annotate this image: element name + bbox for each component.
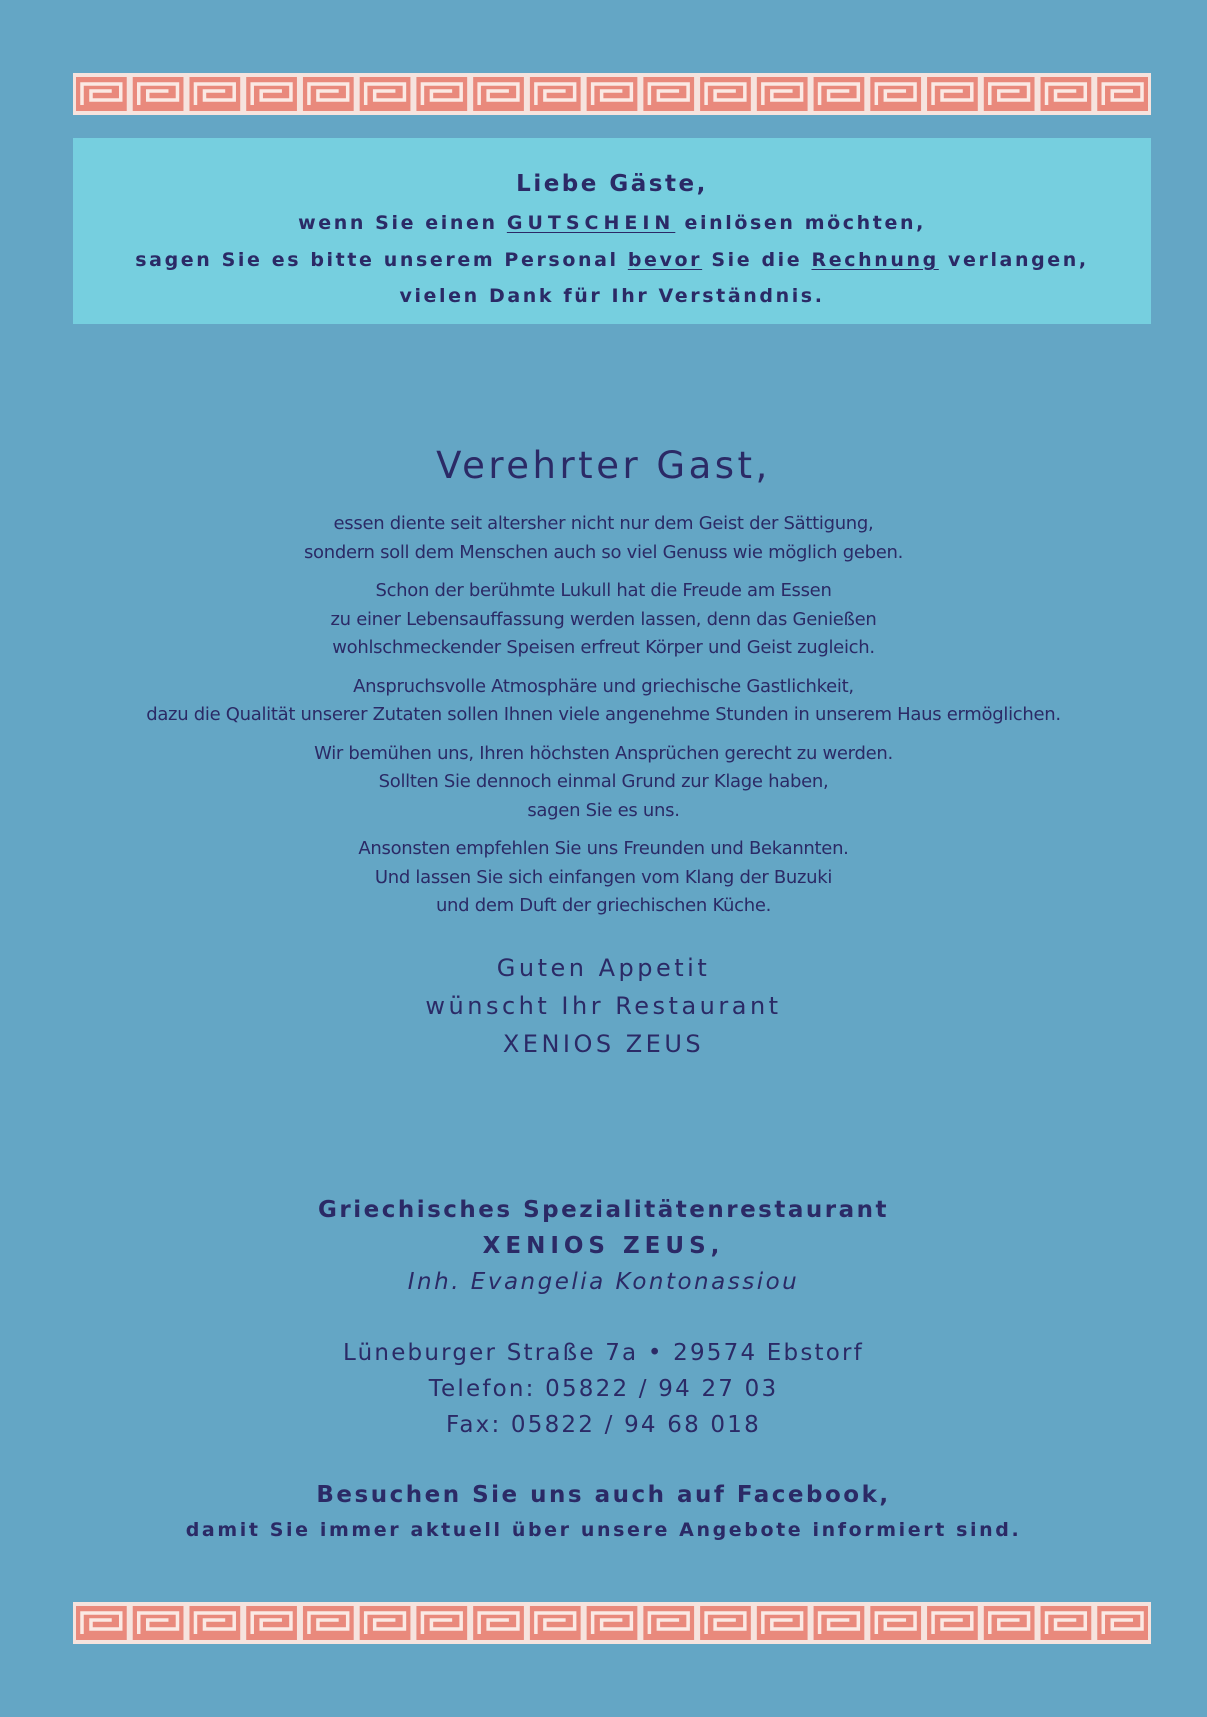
- paragraph-line: Anspruchsvolle Atmosphäre und griechische Gastlichkeit,: [353, 675, 854, 697]
- paragraph-5: [0, 835, 1207, 921]
- voucher-keyword: GUTSCHEIN: [506, 212, 676, 234]
- signoff: [0, 949, 1207, 1063]
- notice-line-1: wenn Sie einen GUTSCHEIN einlösen möchten,: [298, 212, 926, 234]
- greeting-heading: Verehrter Gast,: [436, 444, 771, 487]
- signoff-line-3: XENIOS ZEUS: [502, 1030, 705, 1058]
- paragraph-line: zu einer Lebensauffassung werden lassen, denn das Genießen: [330, 608, 877, 630]
- paragraph-line: Wir bemühen uns, Ihren höchsten Ansprüchen gerecht zu werden.: [314, 742, 893, 764]
- bill-keyword: Rechnung: [811, 249, 939, 271]
- welcome-text: [0, 510, 1207, 931]
- paragraph-line: wohlschmeckender Speisen erfreut Körper und Geist zugleich.: [332, 637, 875, 658]
- paragraph-line: sondern soll dem Menschen auch so viel Genuss wie möglich geben.: [303, 541, 904, 563]
- greek-key-meander-icon: [73, 73, 1151, 115]
- greek-key-meander-icon: [73, 1602, 1151, 1644]
- greek-key-border-top: [73, 73, 1151, 115]
- signoff-line-1: Guten Appetit: [496, 954, 711, 982]
- restaurant-name: XENIOS ZEUS,: [482, 1233, 725, 1259]
- paragraph-3: [0, 673, 1207, 730]
- notice-line-3: vielen Dank für Ihr Verständnis.: [399, 285, 825, 307]
- restaurant-address: Lüneburger Straße 7a • 29574 Ebstorf: [343, 1340, 864, 1366]
- greek-key-border-bottom: [73, 1602, 1151, 1644]
- paragraph-line: Und lassen Sie sich einfangen vom Klang der Buzuki: [374, 866, 833, 888]
- restaurant-fax: Fax: 05822 / 94 68 018: [446, 1412, 761, 1438]
- before-keyword: bevor: [627, 249, 703, 271]
- paragraph-line: dazu die Qualität unserer Zutaten sollen Ihnen viele angenehme Stunden in unserem Haus ermöglichen.: [146, 704, 1061, 725]
- paragraph-4: [0, 740, 1207, 826]
- paragraph-line: und dem Duft der griechischen Küche.: [435, 895, 772, 916]
- facebook-subtitle: damit Sie immer aktuell über unsere Angebote informiert sind.: [185, 1519, 1022, 1541]
- paragraph-line: Schon der berühmte Lukull hat die Freude am Essen: [375, 580, 832, 601]
- notice-title: Liebe Gäste,: [516, 171, 708, 197]
- restaurant-contact: [0, 1192, 1207, 1547]
- notice-line-2: sagen Sie es bitte unserem Personal bevor Sie die Rechnung verlangen,: [135, 249, 1089, 271]
- voucher-notice-box: [73, 138, 1151, 324]
- paragraph-line: sagen Sie es uns.: [527, 799, 680, 821]
- facebook-title: Besuchen Sie uns auch auf Facebook,: [316, 1482, 891, 1508]
- paragraph-line: Ansonsten empfehlen Sie uns Freunden und Bekannten.: [358, 838, 849, 859]
- restaurant-type: Griechisches Spezialitätenrestaurant: [317, 1197, 889, 1223]
- paragraph-line: Sollten Sie dennoch einmal Grund zur Klage haben,: [378, 771, 829, 792]
- signoff-line-2: wünscht Ihr Restaurant: [425, 992, 782, 1020]
- paragraph-2: [0, 577, 1207, 663]
- paragraph-1: [0, 510, 1207, 567]
- restaurant-phone: Telefon: 05822 / 94 27 03: [428, 1376, 779, 1402]
- restaurant-owner: Inh. Evangelia Kontonassiou: [407, 1269, 800, 1295]
- paragraph-line: essen diente seit altersher nicht nur dem Geist der Sättigung,: [333, 513, 874, 534]
